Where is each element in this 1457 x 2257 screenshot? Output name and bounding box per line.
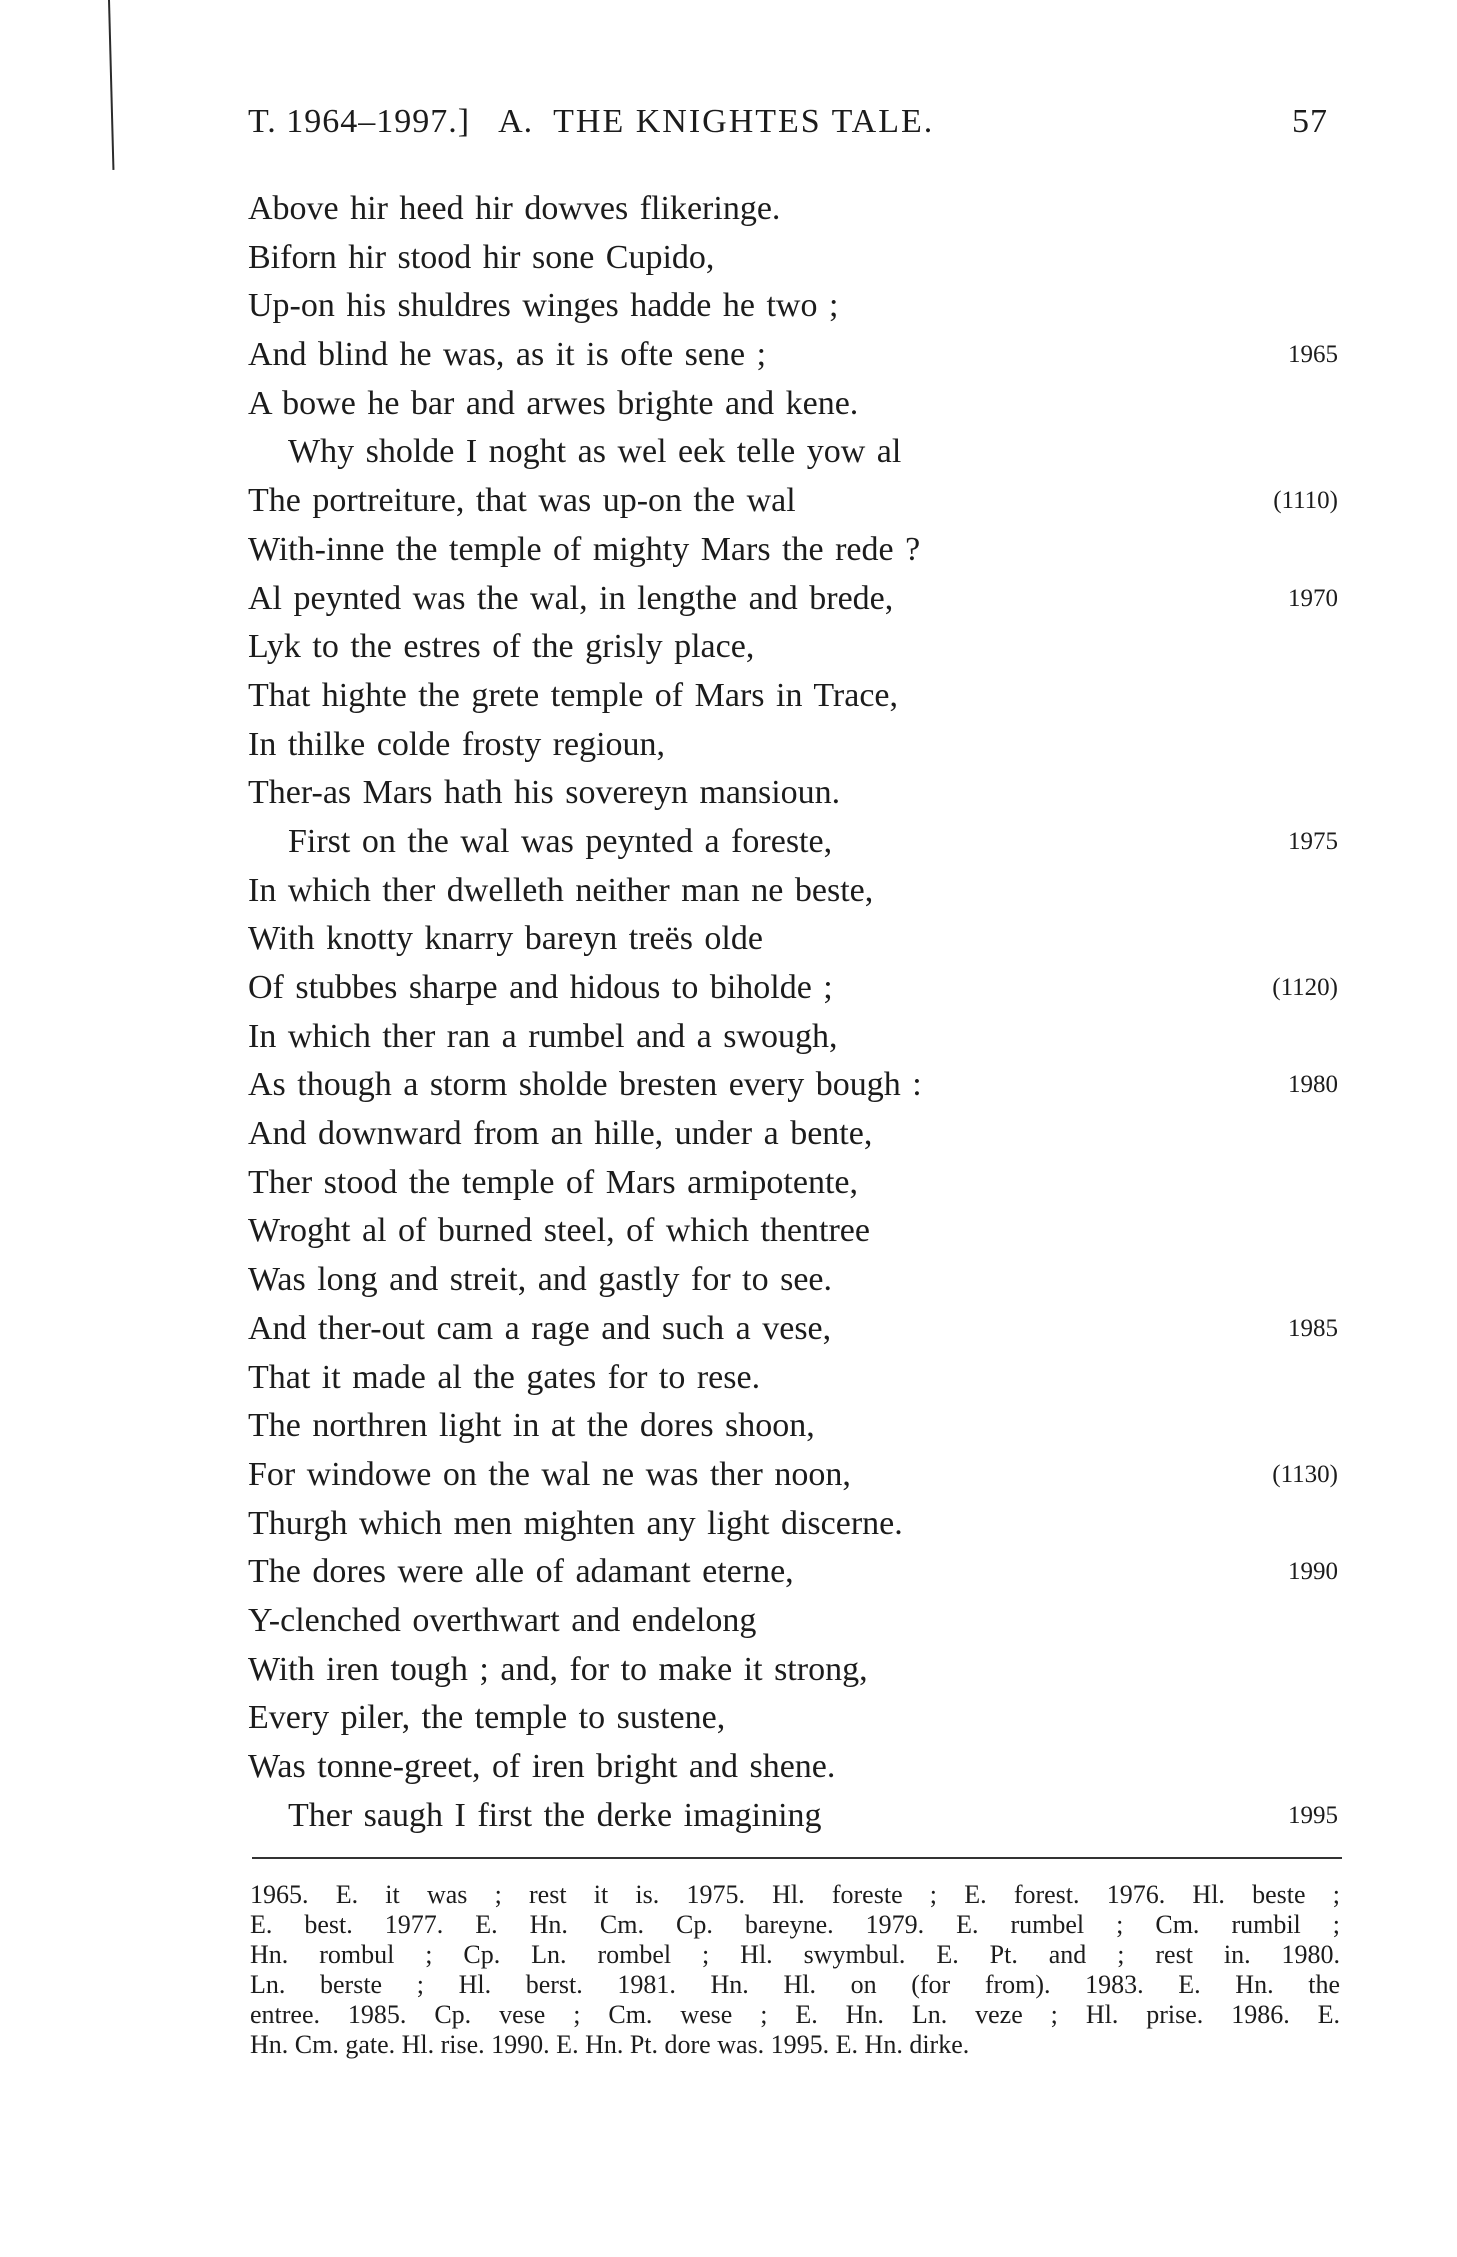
margin-rule (108, 0, 114, 170)
verse-line (248, 380, 1338, 429)
running-header (248, 103, 1328, 153)
verse-text: Was long and streit, and gastly for to see. (248, 1261, 833, 1299)
verse-text: Ther-as Mars hath his sovereyn mansioun. (248, 774, 841, 812)
verse-line (248, 1305, 1338, 1354)
verse-text: As though a storm sholde bresten every bough : (248, 1066, 922, 1104)
verse-text: With iren tough ; and, for to make it strong, (248, 1650, 868, 1688)
footnote-line: Hn. rombul ; Cp. Ln. rombel ; Hl. swymbul. E. Pt. and ; rest in. 1980. (250, 1940, 1340, 1969)
line-number: 1970 (1288, 584, 1338, 612)
verse-line (248, 1792, 1338, 1841)
verse-line (248, 1061, 1338, 1110)
footnote-line: E. best. 1977. E. Hn. Cm. Cp. bareyne. 1979. E. rumbel ; Cm. rumbil ; (250, 1910, 1340, 1939)
line-number: 1990 (1288, 1558, 1338, 1586)
verse-line (248, 1597, 1338, 1646)
verse-line (248, 915, 1338, 964)
verse-text: Was tonne-greet, of iren bright and shene. (248, 1748, 836, 1785)
verse-text: In which ther ran a rumbel and a swough, (248, 1017, 838, 1055)
line-number: (1120) (1272, 974, 1338, 1001)
verse-text: Y-clenched overthwart and endelong (248, 1601, 757, 1639)
line-number: 1980 (1288, 1071, 1338, 1099)
verse-line (248, 1694, 1338, 1743)
verse-line (248, 1110, 1338, 1159)
verse-text: That it made al the gates for to rese. (248, 1358, 761, 1396)
verse-line (248, 575, 1338, 624)
verse-line (248, 964, 1338, 1013)
verse-line (248, 1743, 1338, 1792)
verse-line (248, 1159, 1338, 1208)
verse-text: With-inne the temple of mighty Mars the rede ? (248, 530, 921, 568)
verse-text: The northren light in at the dores shoon, (248, 1407, 815, 1445)
verse-line (248, 185, 1338, 234)
verse-text: Every piler, the temple to sustene, (248, 1699, 726, 1737)
footnote-line: Hn. Cm. gate. Hl. rise. 1990. E. Hn. Pt. dore was. 1995. E. Hn. dirke. (250, 2030, 970, 2059)
verse-text: First on the wal was peynted a foreste, (288, 822, 833, 860)
verse-line (248, 428, 1338, 477)
line-number: 1965 (1288, 341, 1338, 369)
verse-text: The dores were alle of adamant eterne, (248, 1553, 794, 1591)
verse-text: And blind he was, as it is ofte sene ; (248, 336, 767, 374)
section-letter: A. (498, 103, 534, 140)
verse-text: With knotty knarry bareyn treës olde (248, 920, 763, 958)
verse-text: In thilke colde frosty regioun, (248, 725, 666, 763)
verse-line (248, 331, 1338, 380)
verse-text: Of stubbes sharpe and hidous to biholde ; (248, 969, 833, 1006)
page-number: 57 (1292, 103, 1328, 140)
line-range: T. 1964–1997.] (248, 103, 471, 140)
verse-block (248, 185, 1338, 1840)
verse-line (248, 1548, 1338, 1597)
verse-text: Above hir heed hir dowves flikeringe. (248, 190, 781, 227)
footnote-line: Ln. berste ; Hl. berst. 1981. Hn. Hl. on (for from). 1983. E. Hn. the (250, 1970, 1340, 1999)
verse-line (248, 1207, 1338, 1256)
verse-text: For windowe on the wal ne was ther noon, (248, 1455, 851, 1493)
verse-line (248, 1500, 1338, 1549)
verse-line (248, 234, 1338, 283)
verse-text: A bowe he bar and arwes brighte and kene. (248, 384, 859, 422)
verse-line (248, 721, 1338, 770)
verse-text: And downward from an hille, under a bente, (248, 1115, 873, 1153)
verse-text: And ther-out cam a rage and such a vese, (248, 1309, 832, 1347)
verse-line (248, 1354, 1338, 1403)
verse-text: Up-on his shuldres winges hadde he two ; (248, 287, 839, 325)
verse-line (248, 769, 1338, 818)
verse-line (248, 282, 1338, 331)
verse-line (248, 477, 1338, 526)
verse-line (248, 1646, 1338, 1695)
line-number: 1985 (1288, 1314, 1338, 1342)
verse-text: Biforn hir stood hir sone Cupido, (248, 238, 715, 276)
verse-text: The portreiture, that was up-on the wal (248, 482, 796, 520)
verse-line (248, 672, 1338, 721)
verse-text: Lyk to the estres of the grisly place, (248, 628, 755, 666)
verse-text: Why sholde I noght as wel eek telle yow al (288, 433, 902, 471)
footnote-rule (252, 1857, 1342, 1859)
verse-line (248, 1013, 1338, 1062)
line-number: 1995 (1288, 1801, 1338, 1829)
verse-text: Thurgh which men mighten any light discerne. (248, 1504, 903, 1542)
verse-text: Ther saugh I first the derke imagining (288, 1796, 822, 1834)
footnote-line: entree. 1985. Cp. vese ; Cm. wese ; E. Hn. Ln. veze ; Hl. prise. 1986. E. (250, 2000, 1340, 2029)
verse-line (248, 867, 1338, 916)
footnotes (250, 1880, 1340, 2060)
page-title: THE KNIGHTES TALE. (553, 103, 935, 140)
line-number: 1975 (1288, 827, 1338, 855)
header-left (248, 103, 934, 141)
verse-line (248, 526, 1338, 575)
verse-line (248, 1256, 1338, 1305)
verse-text: Wroght al of burned steel, of which thentree (248, 1212, 870, 1250)
verse-line (248, 1451, 1338, 1500)
verse-text: Al peynted was the wal, in lengthe and brede, (248, 579, 894, 617)
line-number: (1130) (1272, 1460, 1338, 1488)
verse-line (248, 1402, 1338, 1451)
verse-line (248, 818, 1338, 867)
footnote-line: 1965. E. it was ; rest it is. 1975. Hl. foreste ; E. forest. 1976. Hl. beste ; (250, 1880, 1340, 1909)
line-number: (1110) (1273, 487, 1338, 515)
verse-text: In which ther dwelleth neither man ne beste, (248, 871, 874, 909)
verse-text: That highte the grete temple of Mars in Trace, (248, 676, 898, 714)
verse-text: Ther stood the temple of Mars armipotente, (248, 1163, 858, 1201)
verse-line (248, 623, 1338, 672)
